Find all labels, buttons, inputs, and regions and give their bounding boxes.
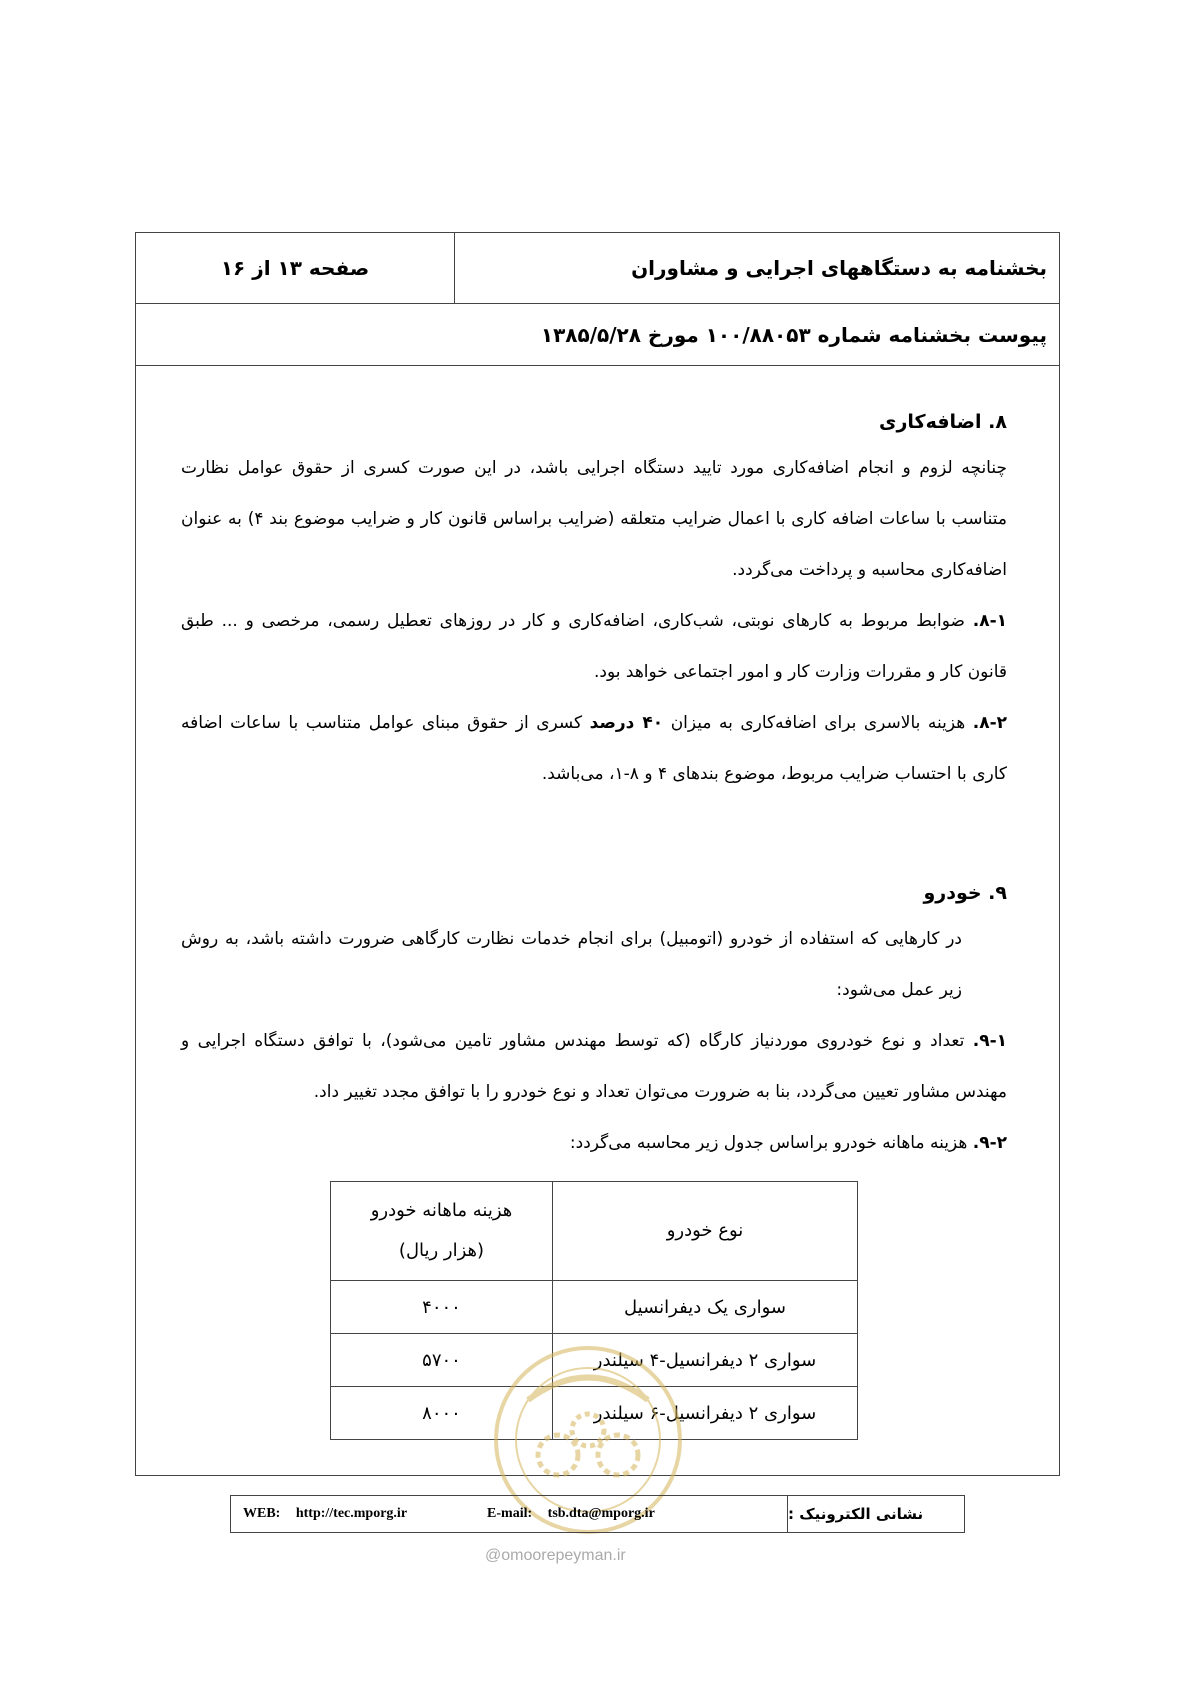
- email-link[interactable]: tsb.dta@mporg.ir: [547, 1506, 655, 1521]
- header-vehicle-type: نوع خودرو: [553, 1182, 858, 1281]
- clause-9-2: [181, 1118, 1007, 1169]
- footer-email: [487, 1506, 655, 1522]
- section-9-paragraph: در کارهایی که استفاده از خودرو (اتومبیل) برای انجام خدمات نظارت کارگاهی ضرورت داشته باشد، به روش زیر عمل می‌شود:: [181, 929, 962, 1000]
- vehicle-cost-cell: ۵۷۰۰: [331, 1334, 553, 1387]
- section-8-paragraph: چنانچه لزوم و انجام اضافه‌کاری مورد تایید دستگاه اجرایی باشد، در این صورت کسری از حقوق عوامل نظارت متناسب با ساعات اضافه کاری با اعمال ضرایب متعلقه (ضرایب براساس قانون کار و ضرایب موضوع بند ۴) به عنوان اضافه‌کاری محاسبه و پرداخت می‌گردد.: [181, 458, 1007, 580]
- table-row: [331, 1281, 858, 1334]
- vehicle-type-cell: سواری یک دیفرانسیل: [553, 1281, 858, 1334]
- header-row: [136, 233, 1059, 304]
- clause-8-2: [181, 698, 1007, 800]
- clause-text: هزینه ماهانه خودرو براساس جدول زیر محاسبه می‌گردد:: [569, 1133, 968, 1153]
- document-frame: [135, 232, 1060, 1476]
- web-label: WEB:: [243, 1506, 281, 1521]
- header-cost-line1: هزینه ماهانه خودرو: [370, 1200, 513, 1221]
- clause-number: ۹-۲.: [972, 1133, 1007, 1153]
- section-8-heading: ۸. اضافه‌کاری: [879, 411, 1007, 433]
- header-cost-line2: (هزار ریال): [398, 1240, 485, 1261]
- document-subtitle: پیوست بخشنامه شماره ۱۰۰/۸۸۰۵۳ مورخ ۱۳۸۵/۵/۲۸: [136, 304, 1059, 366]
- vehicle-type-cell: سواری ۲ دیفرانسیل-۴ سیلندر: [553, 1334, 858, 1387]
- footer-contact: [230, 1495, 965, 1533]
- page-number: صفحه ۱۳ از ۱۶: [220, 256, 370, 280]
- clause-text: ضوابط مربوط به کارهای نوبتی، شب‌کاری، اضافه‌کاری و کار در روزهای تعطیل رسمی، مرخصی و ... طبق قانون کار و مقررات وزارت کار و امور اجتماعی خواهد بود.: [181, 611, 1007, 682]
- watermark-text: @omoorepeyman.ir: [485, 1547, 626, 1564]
- clause-text: تعداد و نوع خودروی موردنیاز کارگاه (که توسط مهندس مشاور تامین می‌شود)، با توافق دستگاه اجرایی و مهندس مشاور تعیین می‌گردد، بنا به ضرورت می‌توان تعداد و نوع خودرو را با توافق مجدد تغییر داد.: [181, 1031, 1007, 1102]
- header-monthly-cost: [331, 1182, 553, 1281]
- clause-number: ۸-۲.: [972, 713, 1007, 733]
- table-header-row: [331, 1182, 858, 1281]
- document-title: بخشنامه به دستگاههای اجرایی و مشاوران: [454, 233, 1059, 303]
- document-body: [181, 365, 1007, 1440]
- footer-links: [231, 1496, 788, 1532]
- clause-number: ۸-۱.: [972, 611, 1007, 631]
- clause-text: هزینه بالاسری برای اضافه‌کاری به میزان: [670, 713, 966, 733]
- footer-email-label: نشانی الکترونیک :: [788, 1505, 924, 1523]
- clause-emphasis: ۴۰ درصد: [589, 713, 664, 733]
- section-9-heading: ۹. خودرو: [923, 882, 1007, 904]
- clause-9-1: [181, 1016, 1007, 1118]
- clause-number: ۹-۱.: [972, 1031, 1007, 1051]
- vehicle-cost-cell: ۸۰۰۰: [331, 1387, 553, 1440]
- footer-web: [231, 1506, 407, 1522]
- email-label: E-mail:: [487, 1506, 533, 1521]
- vehicle-cost-cell: ۴۰۰۰: [331, 1281, 553, 1334]
- clause-8-1: [181, 596, 1007, 698]
- clause-text: کسری از حقوق مبنای عوامل متناسب با ساعات اضافه کاری با احتساب ضرایب مربوط، موضوع بندهای ۴ و ۸-۱، می‌باشد.: [181, 713, 1007, 784]
- vehicle-type-cell: سواری ۲ دیفرانسیل-۶ سیلندر: [553, 1387, 858, 1440]
- web-link[interactable]: http://tec.mporg.ir: [295, 1506, 408, 1521]
